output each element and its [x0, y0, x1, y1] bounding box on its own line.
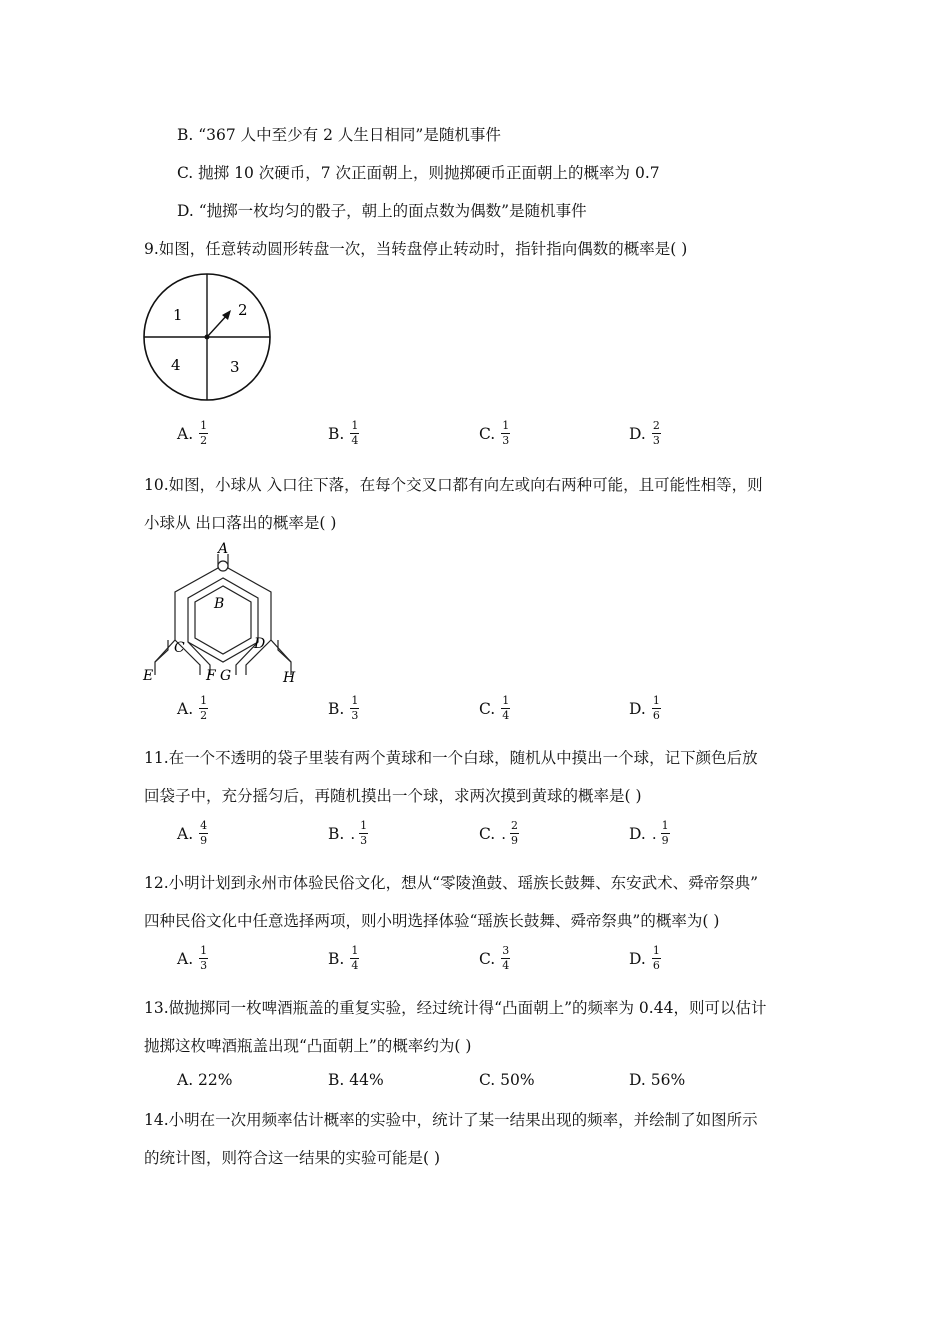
label-a: A — [218, 541, 229, 557]
q10-option-d[interactable]: D. $\frac{1}{6}$ — [629, 694, 660, 722]
spinner-figure — [140, 272, 280, 402]
fraction: $\frac{3}{4}$ — [502, 944, 510, 972]
fraction: $\frac{1}{2}$ — [200, 694, 208, 722]
q11-option-a[interactable]: A. $\frac{4}{9}$ — [177, 819, 208, 847]
q12-text-line1: 12.小明计划到永州市体验民俗文化，想从“零陵渔鼓、瑶族长鼓舞、东安武术、舜帝祭典” — [144, 874, 759, 892]
label-d: D — [254, 636, 266, 652]
fraction: $\frac{4}{9}$ — [200, 819, 208, 847]
q9-option-b[interactable]: B. $\frac{1}{4}$ — [328, 419, 359, 447]
q13-option-c[interactable]: C. 50% — [479, 1071, 535, 1089]
q13-option-d[interactable]: D. 56% — [629, 1071, 686, 1089]
q11-option-c[interactable]: C. . $\frac{2}{9}$ — [479, 819, 519, 847]
fraction: $\frac{1}{6}$ — [652, 694, 660, 722]
q9-option-c[interactable]: C. $\frac{1}{3}$ — [479, 419, 510, 447]
q9-options — [0, 420, 950, 460]
fraction: $\frac{1}{6}$ — [652, 944, 660, 972]
label-f: F — [206, 668, 216, 684]
q10-option-a[interactable]: A. $\frac{1}{2}$ — [177, 694, 208, 722]
label-h: H — [283, 670, 296, 686]
sector-label-2: 2 — [238, 301, 248, 319]
q11-text-line1: 11.在一个不透明的袋子里装有两个黄球和一个白球，随机从中摸出一个球，记下颜色后放 — [144, 749, 758, 767]
q11-options — [0, 820, 950, 860]
fraction: $\frac{1}{3}$ — [360, 819, 368, 847]
q11-option-b[interactable]: B. . $\frac{1}{3}$ — [328, 819, 368, 847]
q8-option-b: B. “367 人中至少有 2 人生日相同”是随机事件 — [177, 126, 501, 144]
q10-option-b[interactable]: B. $\frac{1}{3}$ — [328, 694, 359, 722]
q10-text-line2: 小球从 出口落出的概率是( ) — [144, 514, 337, 532]
q8-option-c: C. 抛掷 10 次硬币，7 次正面朝上，则抛掷硬币正面朝上的概率为 0.7 — [177, 164, 660, 182]
fraction: $\frac{1}{4}$ — [351, 419, 359, 447]
label-e: E — [143, 668, 154, 684]
q10-options — [0, 695, 950, 735]
q14-text-line2: 的统计图，则符合这一结果的实验可能是( ) — [144, 1149, 441, 1167]
q13-text-line2: 抛掷这枚啤酒瓶盖出现“凸面朝上”的概率约为( ) — [144, 1037, 472, 1055]
fraction: $\frac{1}{9}$ — [661, 819, 669, 847]
q10-text-line1: 10.如图，小球从 入口往下落，在每个交叉口都有向左或向右两种可能，且可能性相等，则 — [144, 476, 763, 494]
sector-label-4: 4 — [171, 356, 181, 374]
label-g: G — [220, 668, 232, 684]
sector-label-1: 1 — [173, 306, 183, 324]
q12-option-b[interactable]: B. $\frac{1}{4}$ — [328, 944, 359, 972]
label-c: C — [174, 640, 185, 656]
fraction: $\frac{1}{2}$ — [200, 419, 208, 447]
fraction: $\frac{1}{3}$ — [351, 694, 359, 722]
q12-text-line2: 四种民俗文化中任意选择两项，则小明选择体验“瑶族长鼓舞、舜帝祭典”的概率为( ) — [144, 912, 720, 930]
q13-option-a[interactable]: A. 22% — [177, 1071, 233, 1089]
q12-options — [0, 945, 950, 985]
fraction: $\frac{1}{4}$ — [351, 944, 359, 972]
q14-text-line1: 14.小明在一次用频率估计概率的实验中，统计了某一结果出现的频率，并绘制了如图所示 — [144, 1111, 758, 1129]
fraction: $\frac{1}{4}$ — [502, 694, 510, 722]
q12-option-d[interactable]: D. $\frac{1}{6}$ — [629, 944, 660, 972]
q9-option-a[interactable]: A. $\frac{1}{2}$ — [177, 419, 208, 447]
fraction: $\frac{1}{3}$ — [502, 419, 510, 447]
q11-text-line2: 回袋子中，充分摇匀后，再随机摸出一个球，求两次摸到黄球的概率是( ) — [144, 787, 642, 805]
q11-option-d[interactable]: D. . $\frac{1}{9}$ — [629, 819, 669, 847]
label-b: B — [214, 596, 225, 612]
q12-option-c[interactable]: C. $\frac{3}{4}$ — [479, 944, 510, 972]
q13-option-b[interactable]: B. 44% — [328, 1071, 384, 1089]
q13-text-line1: 13.做抛掷同一枚啤酒瓶盖的重复实验，经过统计得“凸面朝上”的频率为 0.44，则可以估计 — [144, 999, 767, 1017]
q12-option-a[interactable]: A. $\frac{1}{3}$ — [177, 944, 208, 972]
sector-label-3: 3 — [230, 358, 240, 376]
fraction: $\frac{2}{9}$ — [511, 819, 519, 847]
ball-path-figure — [140, 540, 310, 690]
q9-text: 9.如图，任意转动圆形转盘一次，当转盘停止转动时，指针指向偶数的概率是( ) — [144, 240, 688, 258]
q8-option-d: D. “抛掷一枚均匀的骰子，朝上的面点数为偶数”是随机事件 — [177, 202, 587, 220]
q9-option-d[interactable]: D. $\frac{2}{3}$ — [629, 419, 660, 447]
fraction: $\frac{2}{3}$ — [652, 419, 660, 447]
q10-option-c[interactable]: C. $\frac{1}{4}$ — [479, 694, 510, 722]
fraction: $\frac{1}{3}$ — [200, 944, 208, 972]
